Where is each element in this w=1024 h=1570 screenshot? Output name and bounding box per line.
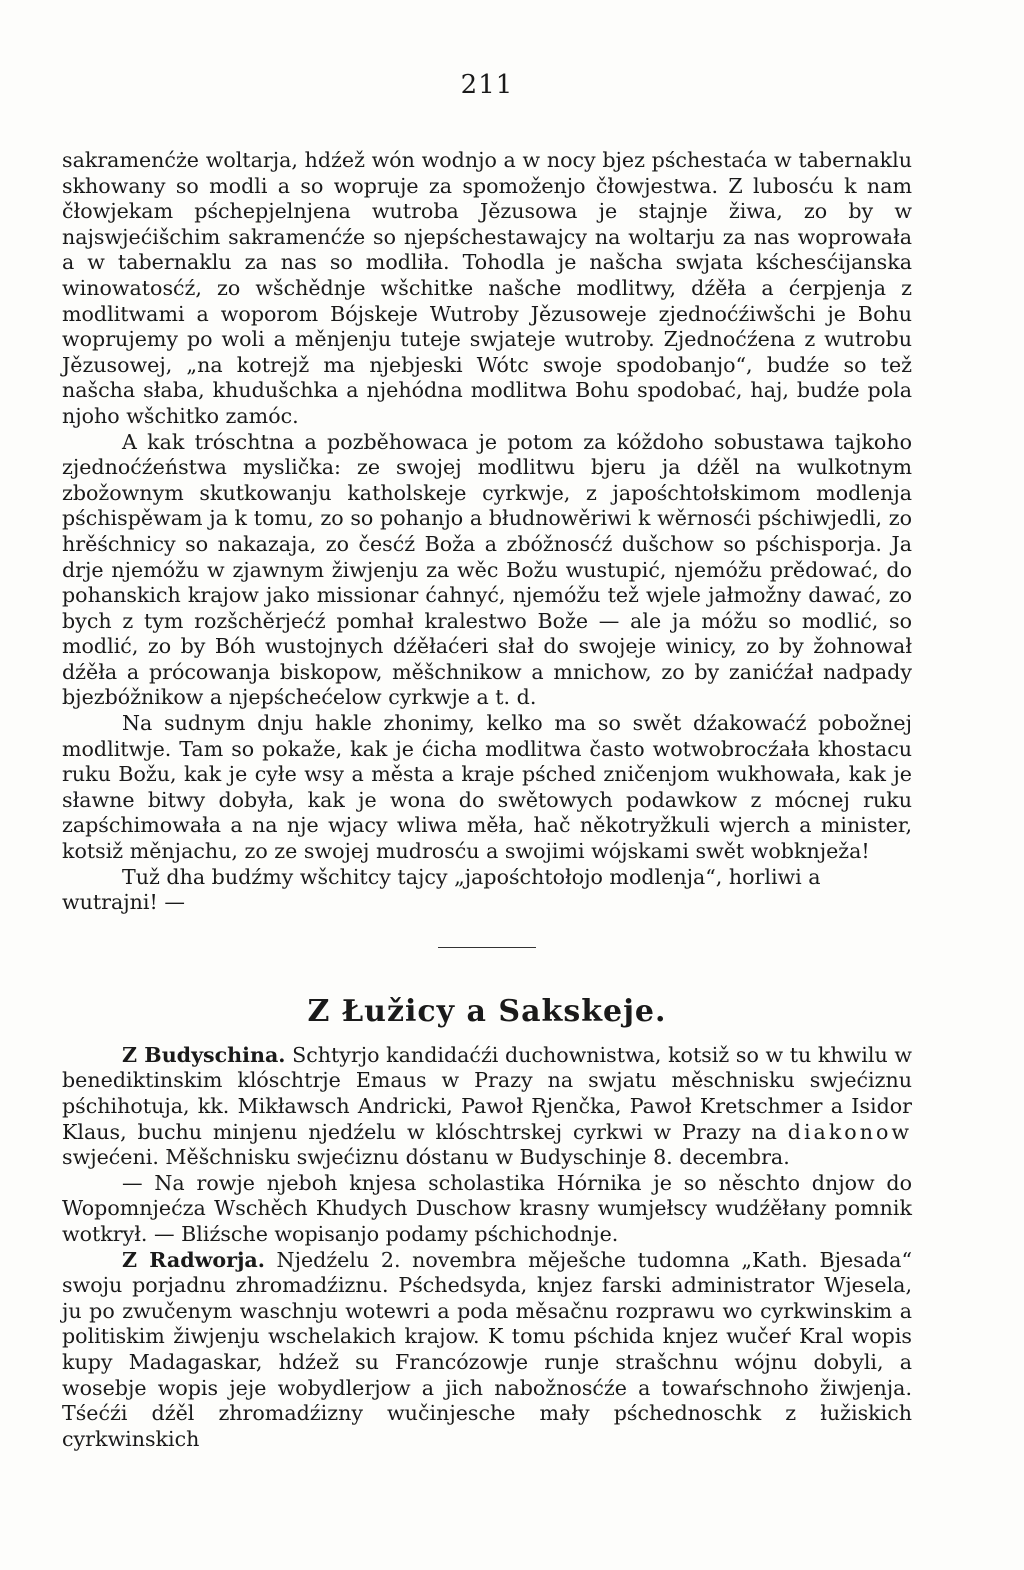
report-hornik (62, 1171, 912, 1248)
report-place: Z Radworja. (122, 1247, 265, 1272)
section-heading: Z Łužicy a Sakskeje. (307, 993, 667, 1029)
paragraph-1: sakramenćże woltarja, hdźež wón wodnjo a w nocy bjez pśchestaća w tabernaklu skhowany so modli a so wopruje za spomoženjo čłowjestwa. Z lubosću k nam čłowjekam pśchepjelnjena wutroba Jězusowa je stajnje žiwa, zo by w najswjećišchim sakramenćźe so njepśchestawajcy na woltarju za nas woprowała a w tabernaklu za nas so modliła. Tohodla je našcha swjata kśchesćijanska winowatosćź, zo wšchědnje wšchitke našche modlitwy, dźěła a ćerpjenja z modlitwami a woporom Bójskeje Wutroby Jězusoweje zjednoćźiwšchi je Bohu woprujemy po woli a měnjenju tuteje swjateje wutroby. Zjednoćźena z wutrobu Jězusowej, „na kotrejž ma njebjeski Wótc swoje spodobanjo“, budźe so tež našcha słaba, khudušchka a njehódna modlitwa Bohu spodobać, haj, budźe pola njoho wšchitko zamóc. (62, 148, 912, 428)
section-divider (438, 947, 536, 948)
report-place: Z Budyschina. (122, 1042, 286, 1067)
paragraph-2: A kak tróschtna a pozběhowaca je potom za kóždoho sobustawa tajkoho zjednoćźeństwa myslička: ze swojej modlitwu bjeru ja dźěl na wulkotnym zbožownym skutkowanju katholskeje cyrkwje, z japośchtołskimom modlenja pśchispěwam ja k tomu, zo so pohanjo a błudnowěriwi k wěrnosći pśchiwjedli, zo hrěśchnicy so nakazaja, zo česćź Boža a zbóžnosćź dušchow so pśchisporja. Ja drje njemóžu w zjawnym žiwjenju za wěc Božu wustupić, njemóžu prědować, do pohanskich krajow jako missionar ćahnyć, njemóžu tež wjele jałmožny dawać, zo bych z tym rozšchěrjećź pomhał kralestwo Bože — ale ja móžu so modlić, so modlić, zo by Bóh wustojnych dźěłaćeri słał do swojeje winicy, zo by žohnował dźěła a prócowanja biskopow, měšchnikow a mnichow, zo by zanićźał nadpady bjezbóžnikow a njepśchećelow cyrkwje a t. d. (62, 429, 912, 710)
report-radwor (62, 1248, 912, 1453)
report-spaced-word: diakonow (787, 1119, 912, 1144)
report-budyschin (62, 1043, 912, 1171)
report-text: Njedźelu 2. novembra měješche tudomna „Kath. Bjesada“ swoju porjadnu zhromadźiznu. Pśchedsyda, knjez farski administrator Wjesela, ju po zwučenym waschnju wotewri a poda měsačnu rozprawu wo cyrkwinskim a politiskim žiwjenju wschelakich krajow. K tomu pśchida knjez wučeŕ Kral wopis kupy Madagaskar, hdźež su Francózowje runje strašchnu wójnu dobyli, a wosebje wopis jeje wobydlerjow a jich nabožnosćźe a towaŕschnoho žiwjenja. Tśećźi dźěl zhromadźizny wučinjesche mały pśchednoschk z łužiskich cyrkwinskich (62, 1247, 912, 1451)
report-text: — Na rowje njeboh knjesa scholastika Hórnika je so něschto dnjow do Wopomnjećza Wschěch Khudych Duschow krasny wumjełscy wudźěłany pomnik wotkrył. — Bliźsche wopisanjo podamy pśchichodnje. (62, 1170, 912, 1246)
report-text-after: swjećeni. Měšchnisku swjećiznu dóstanu w Budyschinje 8. decembra. (62, 1145, 790, 1170)
report-text: Schtyrjo kandidaćźi duchownistwa, kotsiž so w tu khwilu w benediktinskim klóschtrje Emaus w Prazy na swjatu měschnisku swjećiznu pśchihotuja, kk. Mikławsch Andricki, Pawoł Rjenčka, Pawoł Kretschmer a Isidor Klaus, buchu minjenu njedźelu w klóschtrskej cyrkwi w Prazy na (62, 1042, 912, 1144)
page-number: 211 (460, 70, 514, 100)
paragraph-3: Na sudnym dnju hakle zhonimy, kelko ma so swět dźakowaćź pobožnej modlitwje. Tam so pokaže, kak je ćicha modlitwa často wotwobrocźała khostacu ruku Božu, kak je cyłe wsy a města a kraje pśched zničenjom wukhowała, kak je sławne bitwy dobyła, kak je wona do swětowych podawkow z mócnej ruku zapśchimowała a na nje wjacy wliwa měła, hač někotryžkuli wjerch a minister, kotsiž měnjachu, zo ze swojej mudrosću a swojimi wójskami swět wobknježa! (62, 711, 912, 864)
paragraph-4: Tuž dha budźmy wšchitcy tajcy „japośchtołojo modlenja“, horliwi a wutrajni! — (62, 864, 821, 915)
